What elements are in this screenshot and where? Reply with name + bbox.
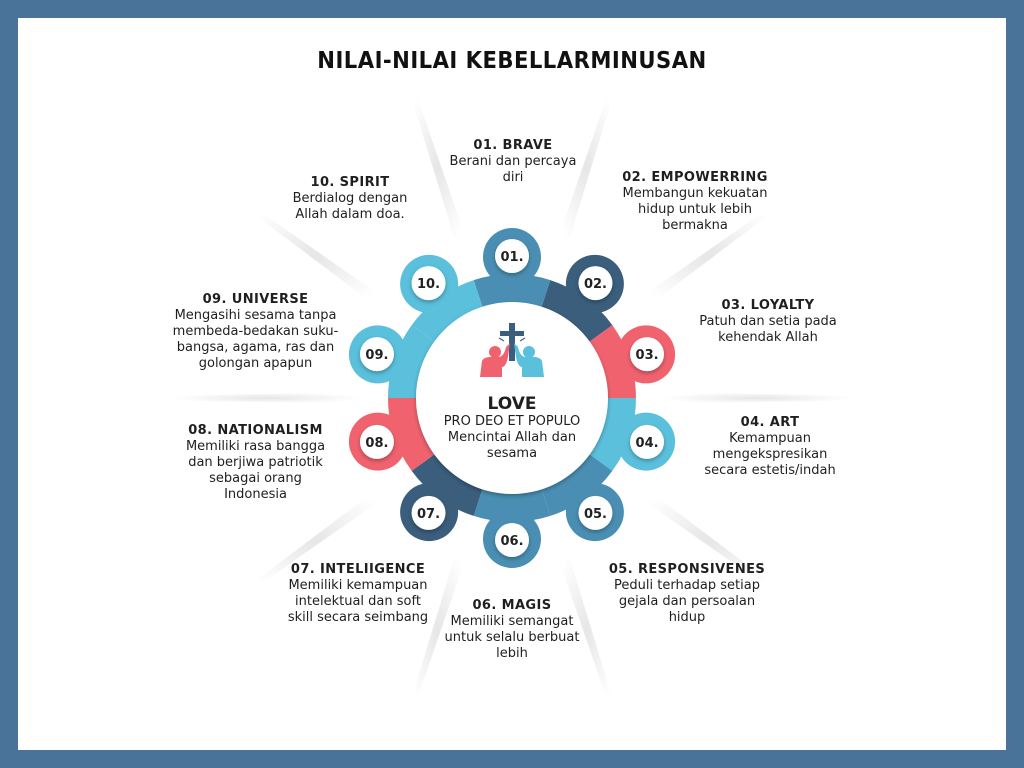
badge-3 <box>630 337 664 371</box>
badge-7 <box>412 496 446 530</box>
value-label-08: 08. NATIONALISM Memiliki rasa bangga dan berjiwa patriotik sebagai orang Indonesia <box>185 423 326 502</box>
badge-9 <box>360 337 394 371</box>
page-title: NILAI-NILAI KEBELLARMINUSAN <box>317 48 707 74</box>
value-label-05: 05. RESPONSIVENES Peduli terhadap setiap gejala dan persoalan hidup <box>608 562 766 625</box>
badge-number-10: 10. <box>417 277 441 293</box>
badge-4 <box>630 425 664 459</box>
center-line-3: sesama <box>486 446 538 461</box>
value-label-03: 03. LOYALTY Patuh dan setia pada kehendak Allah <box>699 298 837 345</box>
value-label-06: 06. MAGIS Memiliki semangat untuk selalu berbuat lebih <box>444 598 580 661</box>
badge-number-1: 01. <box>500 250 524 265</box>
canvas <box>18 18 1006 750</box>
badge-6 <box>495 523 529 557</box>
badge-5 <box>578 496 612 530</box>
badge-10 <box>412 266 446 300</box>
badge-2 <box>578 266 612 300</box>
value-label-09: 09. UNIVERSE Mengasihi sesama tanpa membeda-bedakan suku- bangsa, agama, ras dan golongan apapun <box>172 292 339 371</box>
ray-3 <box>662 392 852 404</box>
value-label-04: 04. ART Kemampuan mengekspresikan secara estetis/indah <box>704 415 836 478</box>
center-title: LOVE <box>487 394 537 414</box>
badge-number-4: 04. <box>635 435 659 451</box>
center-line-1: PRO DEO ET POPULO <box>443 414 581 429</box>
badge-number-6: 06. <box>500 534 524 549</box>
value-label-01: 01. BRAVE Berani dan percaya diri <box>449 138 577 185</box>
center-text <box>432 394 592 462</box>
badge-8 <box>360 425 394 459</box>
badge-number-5: 05. <box>583 506 607 522</box>
badge-number-3: 03. <box>635 348 659 364</box>
badge-number-9: 09. <box>365 348 389 364</box>
badge-number-8: 08. <box>365 435 389 451</box>
value-label-10: 10. SPIRIT Berdialog dengan Allah dalam doa. <box>292 175 408 222</box>
center-line-2: Mencintai Allah dan <box>447 430 577 445</box>
ray-8 <box>172 392 362 404</box>
badge-1 <box>495 239 529 273</box>
badge-number-7: 07. <box>417 506 441 522</box>
value-label-07: 07. INTELIIGENCE Memiliki kemampuan intelektual dan soft skill secara seimbang <box>287 562 429 625</box>
value-label-02: 02. EMPOWERRING Membangun kekuatan hidup untuk lebih bermakna <box>622 170 768 233</box>
badge-number-2: 02. <box>583 277 607 293</box>
